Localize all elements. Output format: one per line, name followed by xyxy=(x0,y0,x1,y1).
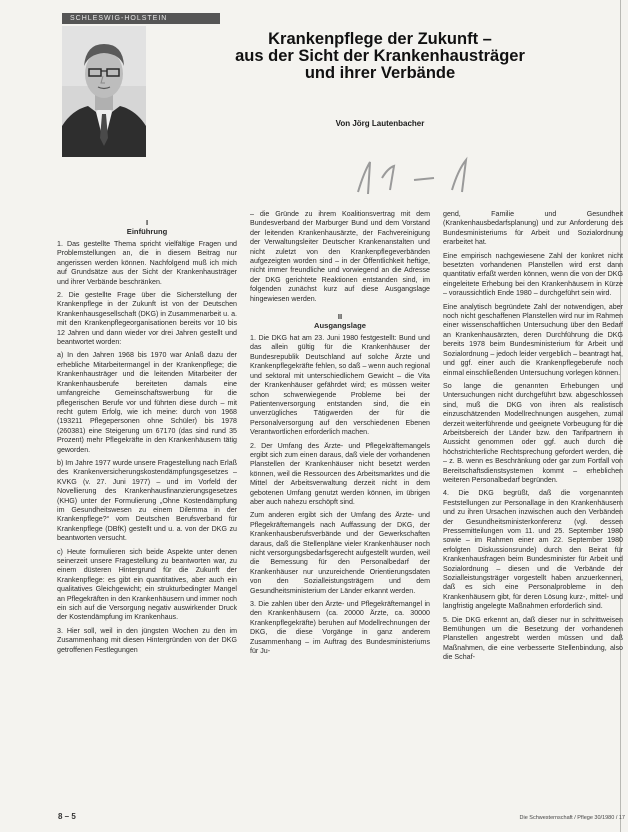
text-column-2 xyxy=(250,210,430,810)
author-byline: Von Jörg Lautenbacher xyxy=(335,119,425,128)
paragraph: 3. Hier soll, weil in den jüngsten Wochen zu den im Zusammenhang mit diesen Hintergründen von der DKG getroffenen Festlegungen xyxy=(57,626,237,654)
article-title xyxy=(170,31,590,82)
section-2-heading xyxy=(250,312,430,330)
author-portrait-image xyxy=(62,26,146,157)
paragraph: 2. Der Umfang des Ärzte- und Pflegekräftemangels ergibt sich zum einen daraus, daß viele der vorhandenen Planstellen der Krankenhäuser nicht besetzt werden können, weil die Ressourcen des Arbeitsmarktes und die Mittel der Arbeitsverwaltung derzeit nicht in dem gebotenen Umfang genutzt werden können, im übrigen aber auch nahezu erschöpft sind. xyxy=(250,441,430,506)
paragraph: Zum anderen ergibt sich der Umfang des Ärzte- und Pflegekräftemangels nach Auffassung der DKG, der Krankenhausberufsverbände und der Gewerkschaften daraus, daß die Stellenpläne vieler Krankenhäuser noch nicht versorgungsbedarfsgerecht aufgestellt wurden, weil die Bemessung für den Personalbedarf der Krankenhäuser nur unzureichende Orientierungsdaten von den Sozialleistungsträgern und dem Gesundheitsministerium der Länder erkannt werden. xyxy=(250,511,430,595)
section-label: SCHLESWIG-HOLSTEIN xyxy=(62,13,220,24)
section-1-numeral: I xyxy=(145,218,149,227)
paragraph: 1. Die DKG hat am 23. Juni 1980 festgestellt: Bund und das allein gültig für die Krankenhäuser der Bundesrepublik Deutschland auf solche Ärzte und Krankenpflegekräfte fehlen, so daß – wenn auch regional und sektoral mit unterschiedlichem Gewicht – die Vita der Krankenhäuser gefährdet wird; es müssen weiter schon schwerwiegende Probleme bei der Patientenversorgung entstanden sind, die ein unverzügliches Tätigwerden der für die Personalversorgung auf den verschiedenen Ebenen Verantwortlichen erforderlich machen. xyxy=(250,334,430,437)
paragraph: So lange die genannten Erhebungen und Untersuchungen nicht durchgeführt bzw. abgeschlossen sind, muß die DKG von ihren als realistisch einzuschätzenden Modellrechnungen ausgehen, zumal derzeit weiterführende und geeignete Vorbeugung für die Arbeitsbereich der Länder bzw. den Tarifpartnern in Aussicht genommen oder ggf. auch durch die höchstrichterliche Rechtsprechung gefordert werden, die – z. B. wenn es Beschränkung oder gar zum Fortfall von Bereitschaftsdienstsystemen kommt – erheblichen weiteren Personalbedarf begründen. xyxy=(443,381,623,484)
journal-footer: Die Schwesternschaft / Pflege 30/1980 / 17 xyxy=(519,815,625,821)
paragraph: c) Heute formulieren sich beide Aspekte unter denen seinerzeit unsere Fragestellung zu beantworten war, zu einem düsteren Hintergrund für die Zukunft der Krankenpflege: es gibt ein quantitatives, aber auch ein qualitatives Gleichgewicht; ein strukturbedingter Mangel an Pflegekräften in den Krankenhäusern und immer noch ein sich auf die Versorgung negativ auswirkender Druck der Kostendämpfung im Krankenhaus. xyxy=(57,547,237,622)
paragraph: gend, Familie und Gesundheit (Krankenhausbedarfsplanung) und zur Anforderung des Bundesministeriums für Arbeit und Sozialordnung erarbeitet hat. xyxy=(443,210,623,247)
page-number: 8 – 5 xyxy=(58,812,76,821)
section-1-title: Einführung xyxy=(126,227,168,236)
author-portrait xyxy=(62,26,146,157)
section-2-title: Ausgangslage xyxy=(314,321,366,331)
paragraph: 3. Die zahlen über den Ärzte- und Pflegekräftemangel in den Krankenhäusern (ca. 20000 Ärzte, ca. 30000 Krankenpflegekräfte) beruhen auf Modellrechnungen der DKG, die diese Vorgänge in ganz anderem Zusammenhang – im Auftrag des Bundesministeriums für Ju- xyxy=(250,600,430,656)
handwritten-annotation xyxy=(330,150,590,205)
paragraph: b) Im Jahre 1977 wurde unsere Fragestellung nach Erlaß des Krankenversicherungskostendämpfungsgesetzes – KVKG (v. 27. Juni 1977) – und im Vorfeld der Novellierung des Krankenhausfinanzierungsgesetzes (KHG) unter der Formulierung „Ohne Kostendämpfung im Gesundheitswesen zu einem Dilemma in der Krankenpflege?“ vom Deutschen Berufsverband für Krankenpflege (DBfK) gestellt und u. a. von der DKG zu beantworten versucht. xyxy=(57,458,237,543)
paragraph: Eine empirisch nachgewiesene Zahl der konkret nicht besetzten vorhandenen Planstellen wird erst dann quantitativ erfaßt werden können, wenn die von der DKG eingeleitete Erhebung bei den Krankenhäusern in Kürze – voraussichtlich Ende 1980 – durchgeführt sein wird. xyxy=(443,251,623,298)
paragraph: 5. Die DKG erkennt an, daß dieser nur in schrittweisen Bemühungen um die Besetzung der vorhandenen Planstellen angestrebt werden müssen und daß Maßnahmen, die eine verbesserte Stellenbindung, also die Schaf- xyxy=(443,615,623,662)
paragraph: 4. Die DKG begrüßt, daß die vorgenannten Feststellungen zur Personallage in den Krankenhäusern und zu ihren Ursachen inzwischen auch den Verbänden der Gesundheitsministerkonferenz (vgl. dessen Pressemitteilungen vom 11. und 25. September 1980 sowie – im Rahmen einer am 22. September 1980 erfolgten Diskussionsrunde) durch den Beirat für Krankenhausfragen beim Bundesminister für Arbeit und Sozialordnung – diesen und die Verbände der Sozialleistungsträger vorgestellt haben anzuerkennen, daß es sich eine Personalprobleme in den Krankenhäusern gibt, für deren Lösung kurz-, mittel- und langfristig angelegte Maßnahmen erforderlich sind. xyxy=(443,489,623,611)
title-line-3: und ihrer Verbände xyxy=(304,64,456,82)
paragraph: 1. Das gestellte Thema spricht vielfältige Fragen und Problemstellungen an, die in diesem Beitrag nur angerissen werden können. Nachfolgend muß ich mich auf Grundsätze aus der Sicht der Krankenhausträger und ihrer Verbände beschränken. xyxy=(57,240,237,286)
paragraph: 2. Die gestellte Frage über die Sicherstellung der Krankenpflege in der Zukunft ist von der Deutschen Krankenhausgesellschaft (DKG) in Zusammenarbeit u. a. mit den Krankenpflegeorganisationen bereits vor 10 bis 12 Jahren und dann wieder vor drei Jahren gestellt und beantwortet worden: xyxy=(57,291,237,347)
paragraph: – die Gründe zu ihrem Koalitionsvertrag mit dem Bundesverband der Marburger Bund und dem Vorstand der leitenden Krankenhausärzte, der Fachvereinigung der Verwaltungsleiter Deutscher Krankenanstalten und nicht zuletzt von den Krankenpflegeverbänden aufgezeigten worden sind – in der Öffentlichkeit heftige, nicht immer freundliche und vorwiegend an die Adresse der DKG gerichtete Reaktionen entstanden sind, im folgenden zunächst kurz auf diese Ausgangslage hingewiesen werden. xyxy=(250,210,430,303)
title-line-1: Krankenpflege der Zukunft – xyxy=(268,30,492,48)
section-1-heading xyxy=(57,218,237,236)
text-column-3 xyxy=(443,210,623,810)
paragraph: a) In den Jahren 1968 bis 1970 war Anlaß dazu der erhebliche Mitarbeitermangel in der Krankenpflege; die Krankenhausträger und die leitenden Mitarbeiter der Krankenhausberufe bereiteten damals eine umfangreiche Gemeinschaftswerbung für die pflegerischen Berufe vor und führten diese durch – mit recht gutem Erfolg, wie ich meine: durch von 1968 (193211 Pflegepersonen ohne Schüler) bis 1978 (260381) eine Steigerung um 67170 (das sind rund 35 Prozent) mehr Pflegekräfte in den Krankenhäusern tätig geworden. xyxy=(57,351,237,454)
paragraph: Eine analytisch begründete Zahl der notwendigen, aber noch nicht geschaffenen Planstellen wird nur im Rahmen einer wissenschaftlichen Untersuchung über den Bedarf an Krankenhausärzten, deren Durchführung die DKG bereits 1978 beim Bundesministerium für Arbeit und Sozialordnung – jedoch leider vergeblich – beantragt hat, und ggf. einer auch die Krankenpflegeberufe noch einmal einschließenden Untersuchung vorlegen können. xyxy=(443,302,623,377)
title-line-2: aus der Sicht der Krankenhausträger xyxy=(235,47,525,65)
text-column-1 xyxy=(57,210,237,810)
section-2-numeral: II xyxy=(337,312,343,322)
